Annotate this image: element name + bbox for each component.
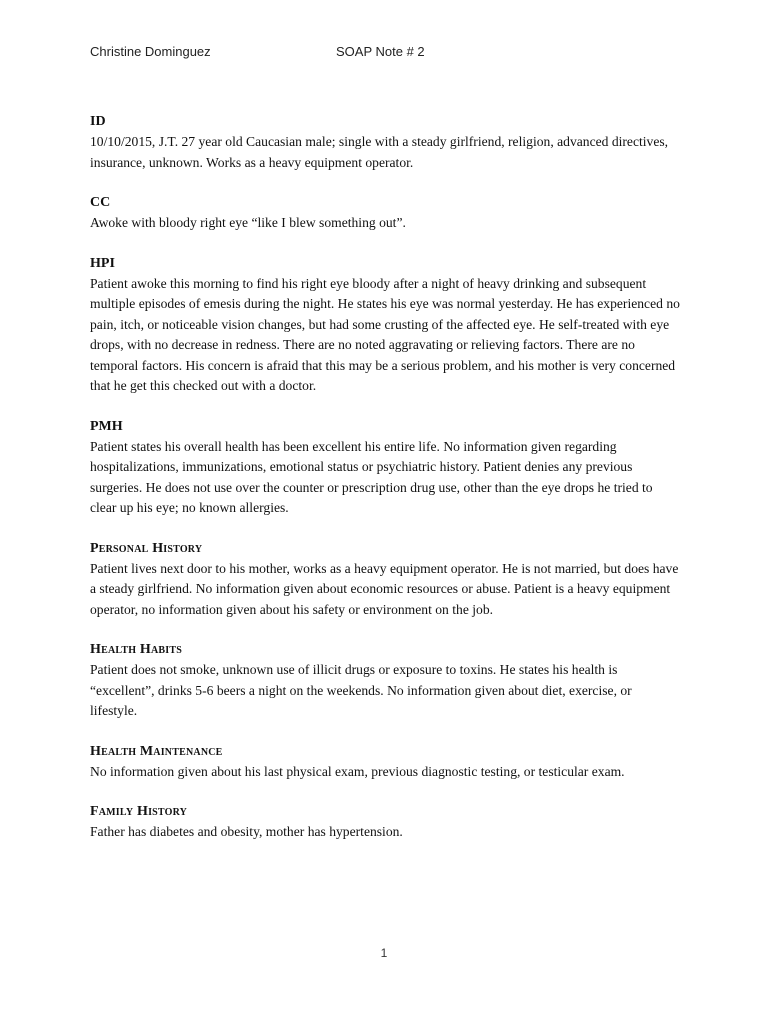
section-hpi bbox=[90, 254, 680, 397]
section-cc bbox=[90, 193, 680, 234]
section-heading: HPI bbox=[90, 255, 115, 271]
page-header bbox=[90, 44, 690, 64]
document-body bbox=[90, 112, 680, 863]
section-heading: PMH bbox=[90, 418, 123, 434]
section-paragraph: Patient does not smoke, unknown use of illicit drugs or exposure to toxins. He states his health is “excellent”, drinks 5-6 beers a night on the weekends. No information given about diet, exercise, or lifestyle. bbox=[90, 662, 632, 718]
section-health-maintenance bbox=[90, 742, 680, 783]
section-heading: Health Habits bbox=[90, 642, 182, 657]
section-paragraph: Patient states his overall health has been excellent his entire life. No information given regarding hospitalizations, immunizations, emotional status or psychiatric history. Patient denies any previous surgeries. He does not use over the counter or prescription drug use, other than the eye drops he tried to clear up his eye; no known allergies. bbox=[90, 438, 653, 515]
section-paragraph: Patient lives next door to his mother, works as a heavy equipment operator. He is not married, but does have a steady girlfriend. No information given about economic resources or abuse. Patient is a heavy equipment operator, no information given about his safety or environment on the job. bbox=[90, 560, 679, 617]
section-heading: Personal History bbox=[90, 540, 203, 556]
section-pmh bbox=[90, 417, 680, 519]
section-family-history bbox=[90, 802, 680, 843]
section-paragraph: Father has diabetes and obesity, mother has hypertension. bbox=[90, 824, 403, 839]
section-heading: CC bbox=[90, 195, 111, 210]
note-title: SOAP Note # 2 bbox=[336, 44, 425, 59]
section-id bbox=[90, 112, 680, 173]
section-health-habits bbox=[90, 640, 680, 722]
section-paragraph: 10/10/2015, J.T. 27 year old Caucasian male; single with a steady girlfriend, religion, advanced directives, insurance, unknown. Works as a heavy equipment operator. bbox=[90, 134, 669, 170]
section-heading: ID bbox=[90, 114, 106, 129]
section-heading: Family History bbox=[90, 804, 188, 819]
author-name: Christine Dominguez bbox=[90, 44, 211, 59]
section-paragraph: Patient awoke this morning to find his right eye bloody after a night of heavy drinking and subsequent multiple episodes of emesis during the night. He states his eye was normal yesterday. He has experienced no pain, itch, or noticeable vision changes, but had some crusting of the affected eye. He self-treated with eye drops, with no decrease in redness. There are no noted aggravating or relieving factors. There are no temporal factors. His concern is afraid that this may be a serious problem, and his mother is very concerned that he get this checked out with a doctor. bbox=[90, 275, 680, 393]
section-paragraph: Awoke with bloody right eye “like I blew something out”. bbox=[90, 215, 406, 230]
page-number: 1 bbox=[380, 946, 388, 960]
section-personal-history bbox=[90, 539, 680, 621]
section-heading: Health Maintenance bbox=[90, 743, 223, 759]
section-paragraph: No information given about his last physical exam, previous diagnostic testing, or testicular exam. bbox=[90, 763, 625, 779]
